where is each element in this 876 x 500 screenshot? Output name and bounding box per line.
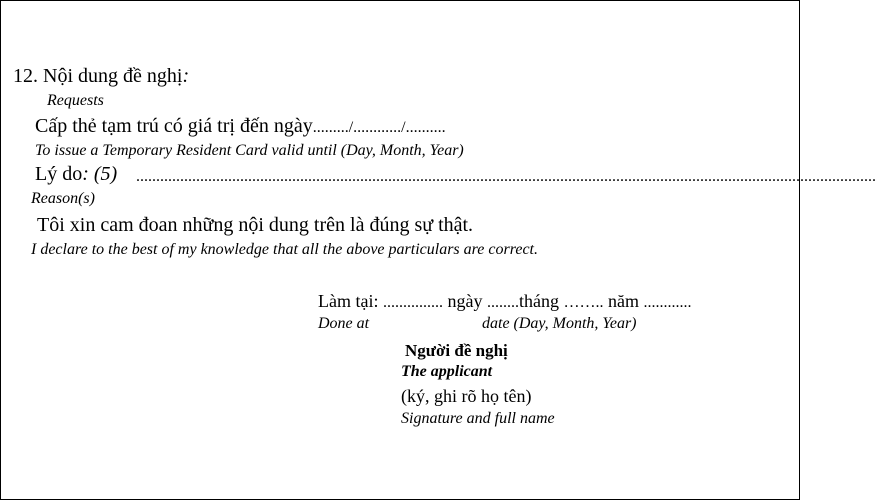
done-place-blank: ............... xyxy=(382,294,443,311)
done-day-label: ngày xyxy=(447,291,483,311)
section-title-colon: : xyxy=(182,65,190,87)
done-at-en: Done at xyxy=(318,315,370,332)
done-day-blank: ........ xyxy=(486,294,519,311)
signature-vn: (ký, ghi rõ họ tên) xyxy=(401,386,532,406)
signature-en: Signature and full name xyxy=(401,410,555,427)
card-request-en: To issue a Temporary Resident Card valid until (Day, Month, Year) xyxy=(35,142,464,159)
declaration-en: I declare to the best of my knowledge that all the above particulars are correct. xyxy=(31,241,538,258)
done-date-en: date (Day, Month, Year) xyxy=(482,315,637,332)
card-request-vn: Cấp thẻ tạm trú có giá trị đến ngày xyxy=(35,115,313,137)
applicant-vn: Người đề nghị xyxy=(405,341,508,360)
card-date-blanks: ........./............/.......... xyxy=(312,119,446,136)
done-place-label: Làm tại: xyxy=(318,291,379,311)
reason-label xyxy=(35,164,117,184)
reason-number: : (5) xyxy=(82,163,118,185)
done-month-blank: …….. xyxy=(563,294,604,311)
reason-label-vn: Lý do xyxy=(35,163,83,185)
done-year-blank: ............ xyxy=(643,294,692,311)
done-at-line xyxy=(318,292,691,311)
applicant-en: The applicant xyxy=(401,363,493,380)
section-title-en: Requests xyxy=(47,92,104,109)
done-year-label: năm xyxy=(607,291,639,311)
done-month-label: tháng xyxy=(518,291,559,311)
declaration-vn: Tôi xin cam đoan những nội dung trên là đúng sự thật. xyxy=(37,214,474,236)
section-title-text: 12. Nội dung đề nghị xyxy=(13,65,183,87)
reason-dotted-line: ......................................................................................................................................................................................... xyxy=(136,168,876,185)
section-title xyxy=(13,66,189,86)
card-request xyxy=(35,116,446,136)
reason-label-en: Reason(s) xyxy=(31,190,95,207)
